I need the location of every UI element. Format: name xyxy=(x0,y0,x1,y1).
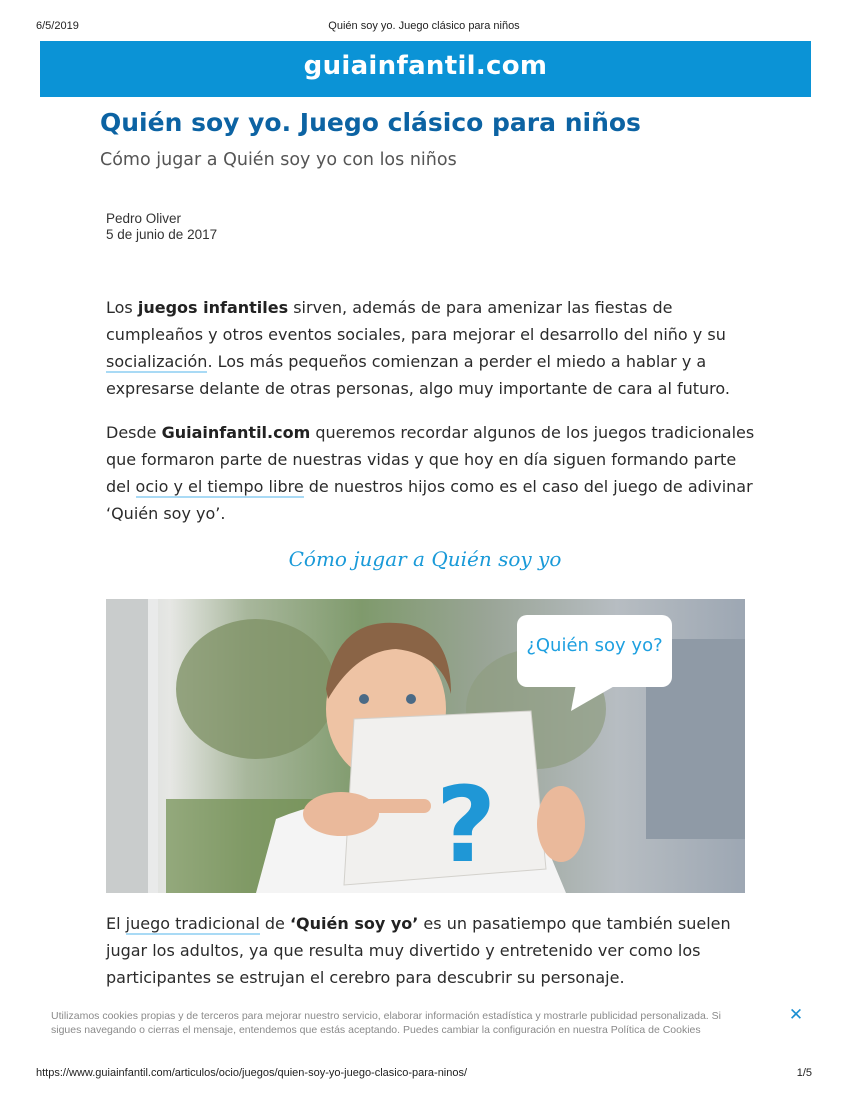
article-title: Quién soy yo. Juego clásico para niños xyxy=(100,108,641,137)
guiainfantil-paragraph xyxy=(106,419,756,527)
bold-text: juegos infantiles xyxy=(137,298,289,317)
bold-text: Guiainfantil.com xyxy=(161,423,311,442)
text: sirven, además de para amenizar las fiestas de cumpleaños y otros eventos sociales, para mejorar el desarrollo del niño y su xyxy=(106,298,726,344)
print-document-title: Quién soy yo. Juego clásico para niños xyxy=(328,20,520,32)
text: de xyxy=(259,914,290,933)
site-logo[interactable]: guiainfantil.com xyxy=(303,51,548,81)
bold-text: ‘Quién soy yo’ xyxy=(289,914,419,933)
speech-bubble-text: ¿Quién soy yo? xyxy=(526,635,663,656)
article-photo xyxy=(106,599,745,893)
section-heading: Cómo jugar a Quién soy yo xyxy=(288,547,562,571)
link-juego-tradicional[interactable]: juego tradicional xyxy=(125,914,260,933)
traditional-game-paragraph xyxy=(106,910,756,991)
intro-paragraph xyxy=(106,294,756,402)
site-banner[interactable] xyxy=(40,41,811,97)
text: Desde xyxy=(106,423,162,442)
print-date: 6/5/2019 xyxy=(36,20,79,32)
text: es un pasatiempo que también suelen jugar los adultos, ya que resulta muy divertido y entretenido ver como los participantes se estrujan el cerebro para descubrir su personaje. xyxy=(106,914,731,987)
close-icon[interactable]: ✕ xyxy=(788,1005,804,1025)
page-url: https://www.guiainfantil.com/articulos/ocio/juegos/quien-soy-yo-juego-clasico-para-ninos/ xyxy=(36,1067,468,1079)
text: El xyxy=(106,914,126,933)
svg-text:?: ? xyxy=(435,764,497,886)
link-ocio-tiempo-libre[interactable]: ocio y el tiempo libre xyxy=(135,477,304,496)
speech-bubble-tail xyxy=(106,599,745,893)
article-subtitle: Cómo jugar a Quién soy yo con los niños xyxy=(100,150,457,170)
text: de nuestros hijos como es el caso del juego de adivinar ‘Quién soy yo’. xyxy=(106,477,753,523)
print-header xyxy=(36,20,812,34)
text: queremos recordar algunos de los juegos tradicionales que formaron parte de nuestras vidas y que hoy en día siguen formando parte del xyxy=(106,423,755,496)
link-socializacion[interactable]: socialización xyxy=(106,352,208,371)
print-footer xyxy=(36,1067,812,1081)
cookie-banner xyxy=(40,1000,811,1058)
page-number: 1/5 xyxy=(796,1067,812,1079)
author-name: Pedro Oliver xyxy=(106,211,182,226)
byline xyxy=(106,211,217,243)
cookie-notice-text: Utilizamos cookies propias y de terceros para mejorar nuestro servicio, elaborar información estadística y mostrarle publicidad personalizada. Si sigues navegando o cierras el mensaje, entendemos que estás aceptando. Puedes cambiar la configuración en nuestra Política de Cookies xyxy=(51,1010,721,1036)
publish-date: 5 de junio de 2017 xyxy=(106,227,218,242)
text: Los xyxy=(106,298,138,317)
text: . Los más pequeños comienzan a perder el miedo a hablar y a expresarse delante de otras personas, algo muy importante de cara al futuro. xyxy=(106,352,730,398)
